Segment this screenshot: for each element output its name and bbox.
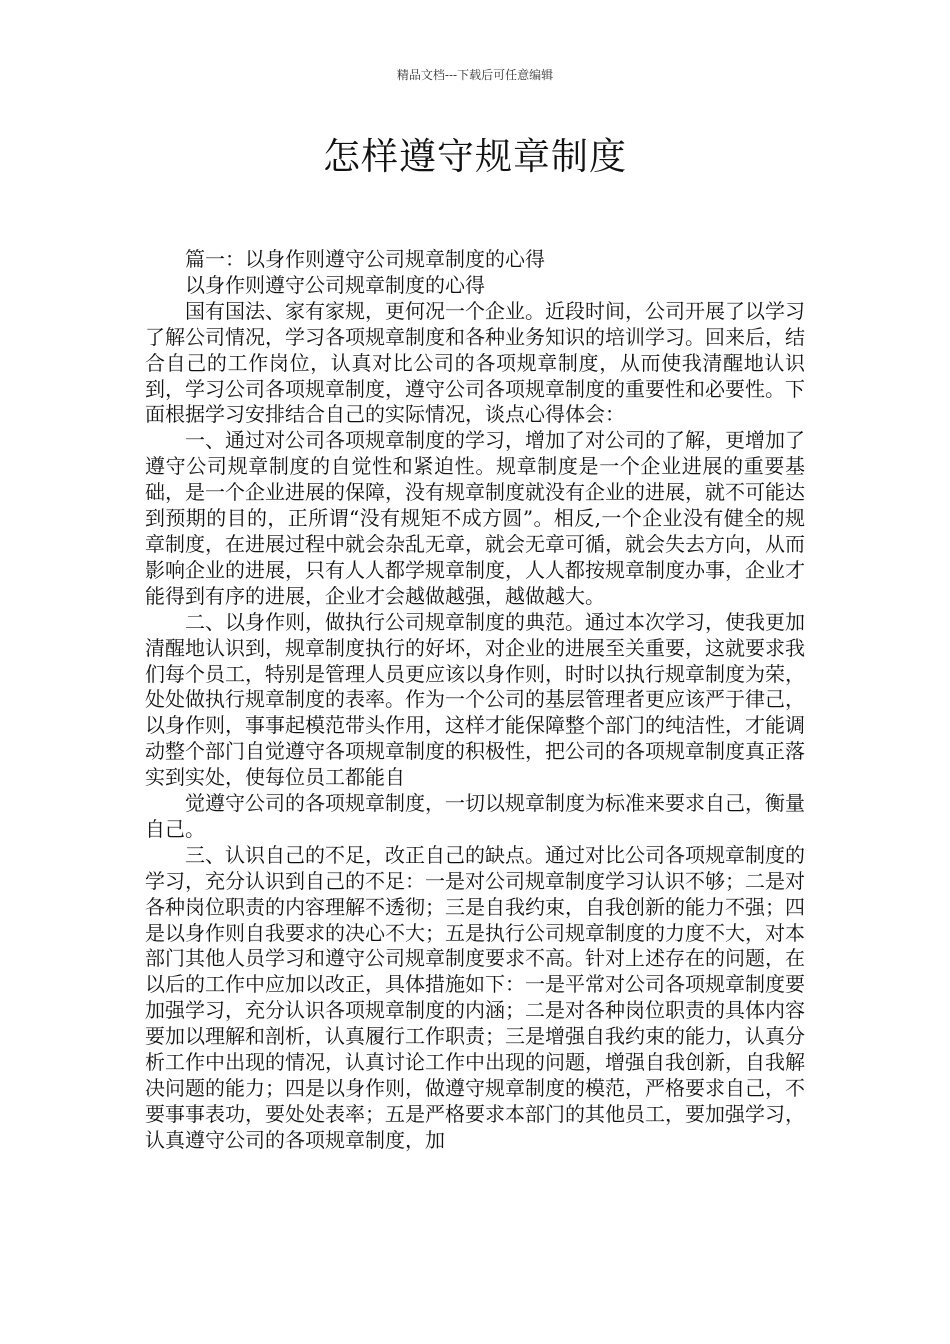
- page-header-watermark: 精品文档---下载后可任意编辑: [396, 68, 554, 82]
- body-paragraph-point-three: 三、认识自己的不足，改正自己的缺点。通过对比公司各项规章制度的学习，充分认识到自己的不足：一是对公司规章制度学习认识不够；二是对各种岗位职责的内容理解不透彻；三是自我约束，自我创新的能力不强；四是以身作则自我要求的决心不大；五是执行公司规章制度的力度不大，对本部门其他人员学习和遵守公司规章制度要求不高。针对上述存在的问题，在以后的工作中应加以改正，具体措施如下：一是平常对公司各项规章制度要加强学习，充分认识各项规章制度的内涵；二是对各种岗位职责的具体内容要加以理解和剖析，认真履行工作职责；三是增强自我约束的能力，认真分析工作中出现的情况，认真讨论工作中出现的问题，增强自我创新，自我解决问题的能力；四是以身作则，做遵守规章制度的模范，严格要求自己，不要事事表功，要处处表率；五是严格要求本部门的其他员工，要加强学习，认真遵守公司的各项规章制度，加: [145, 842, 805, 1152]
- body-paragraph-continuation: 觉遵守公司的各项规章制度，一切以规章制度为标准来要求自己，衡量自己。: [145, 791, 805, 841]
- body-paragraph-intro: 国有国法、家有家规，更何况一个企业。近段时间，公司开展了以学习了解公司情况，学习各项规章制度和各种业务知识的培训学习。回来后，结合自己的工作岗位，认真对比公司的各项规章制度，从而使我清醒地认识到，学习公司各项规章制度，遵守公司各项规章制度的重要性和必要性。下面根据学习安排结合自己的实际情况，谈点心得体会：: [145, 298, 805, 427]
- subtitle: 以身作则遵守公司规章制度的心得: [185, 272, 485, 297]
- body-paragraph-point-one: 一、通过对公司各项规章制度的学习，增加了对公司的了解，更增加了遵守公司规章制度的自觉性和紧迫性。规章制度是一个企业进展的重要基础，是一个企业进展的保障，没有规章制度就没有企业的进展，就不可能达到预期的目的，正所谓“没有规矩不成方圆”。相反,一个企业没有健全的规章制度，在进展过程中就会杂乱无章，就会无章可循，就会失去方向，从而影响企业的进展，只有人人都学规章制度，人人都按规章制度办事，企业才能得到有序的进展，企业才会越做越强，越做越大。: [145, 428, 805, 608]
- document-title: 怎样遵守规章制度: [323, 135, 627, 178]
- document-body: [145, 247, 805, 1154]
- body-paragraph-point-two: 二、以身作则，做执行公司规章制度的典范。通过本次学习，使我更加清醒地认识到，规章制度执行的好坏，对企业的进展至关重要，这就要求我们每个员工，特别是管理人员更应该以身作则，时时以执行规章制度为荣，处处做执行规章制度的表率。作为一个公司的基层管理者更应该严于律己，以身作则，事事起模范带头作用，这样才能保障整个部门的纯洁性，才能调动整个部门自觉遵守各项规章制度的积极性，把公司的各项规章制度真正落实到实处，使每位员工都能自: [145, 609, 805, 790]
- section-heading: 篇一：以身作则遵守公司规章制度的心得: [185, 247, 545, 271]
